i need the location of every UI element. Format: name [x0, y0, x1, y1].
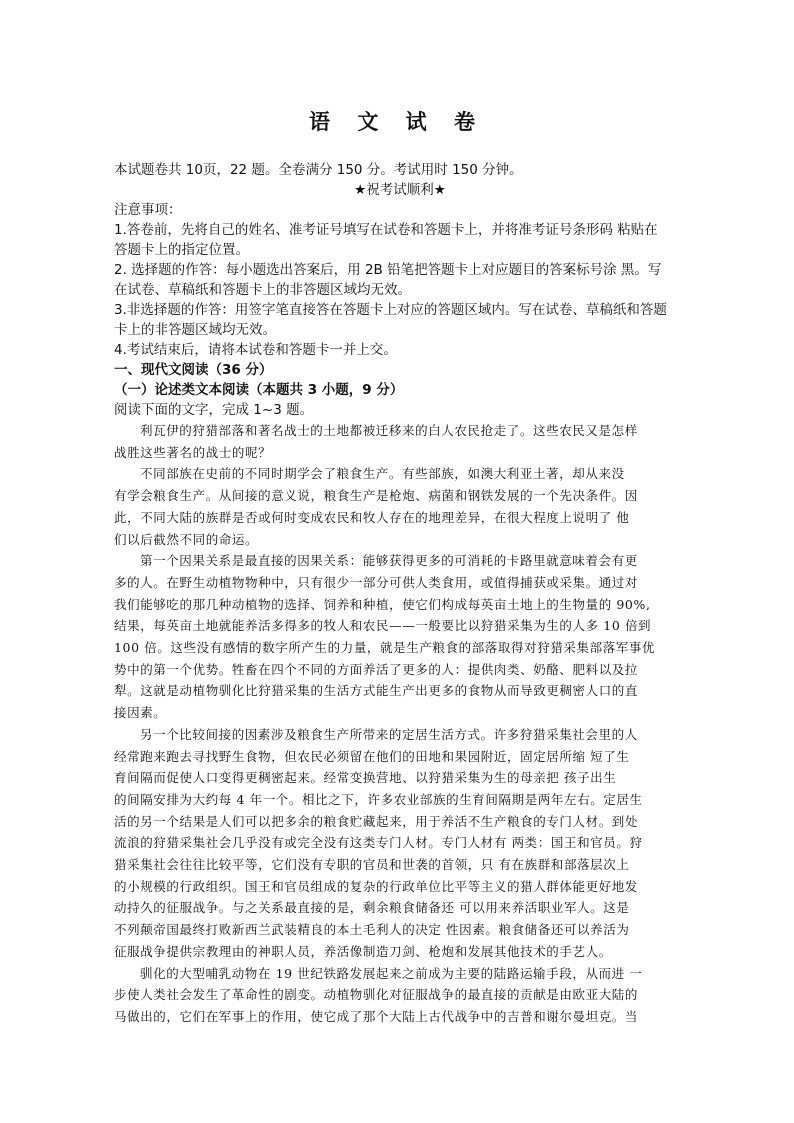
passage-line: 第一个因果关系是最直接的因果关系：能够获得更多的可消耗的卡路里就意味着会有更: [140, 553, 638, 569]
notice-line: 2. 选择题的作答：每小题选出答案后，用 2B 铅笔把答题卡上对应题目的答案标号涂 黑。写: [114, 262, 662, 278]
passage-line: 马做出的，它们在军事上的作用，使它成了那个大陆上古代战争中的吉普和谢尔曼坦克。当: [114, 1008, 639, 1024]
passage-line: 驯化的大型哺乳动物在 19 世纪铁路发展起来之前成为主要的陆路运输手段，从而进 一: [140, 965, 643, 981]
passage-line: 利瓦伊的狩猎部落和著名战士的土地都被迁移来的白人农民抢走了。这些农民又是怎样: [140, 423, 638, 438]
notice-line: 4.考试结束后，请将本试卷和答题卡一并上交。: [114, 342, 397, 358]
passage-line: 我们能够吃的那几种动植物的选择、饲养和种植，使它们构成每英亩土地上的生物量的 90%,: [114, 596, 651, 612]
passage-line: 不同部族在史前的不同时期学会了粮食生产。有些部族，如澳大利亚土著，却从来没: [140, 466, 625, 482]
notice-line: 3.非选择题的作答：用签字笔直接答在答题卡上对应的答题区域内。写在试卷、草稿纸和答题: [114, 302, 667, 318]
passage-line: 的小规模的行政组织。国王和官员组成的复杂的行政单位比平等主义的猎人群体能更好地发: [114, 878, 639, 894]
passage-line: 战胜这些著名的战士的呢？: [114, 444, 272, 460]
passage-line: 的间隔安排为大约每 4 年一个。相比之下，许多农业部族的生育间隔期是两年左右。定居生: [114, 791, 643, 807]
notice-line: 1.答卷前，先将自己的姓名、准考证号填写在试卷和答题卡上，并将准考证号条形码 粘贴在: [114, 222, 658, 238]
passage-line: 育间隔而促使人口变得更稠密起来。经常变换营地、以狩猎采集为生的母亲把 孩子出生: [114, 770, 617, 786]
passage-line: 多的人。在野生动植物物种中，只有很少一部分可供人类食用，或值得捕获或采集。通过对: [114, 574, 639, 590]
passage-line: 征服战争提供宗教理由的神职人员，养活像制造刀剑、枪炮和发展其他技术的手艺人。: [114, 943, 612, 959]
passage-line: 犁。这就是动植物驯化比狩猎采集的生活方式能生产出更多的食物从而导致更稠密人口的直: [114, 683, 639, 699]
passage-line: 步使人类社会发生了革命性的剧变。动植物驯化对征服战争的最直接的贡献是由欧亚大陆的: [114, 987, 639, 1003]
notice-line: 卡上的非答题区域均无效。: [114, 322, 276, 338]
passage-line: 结果，每英亩土地就能养活多得多的牧人和农民——一般要比以狩猎采集为生的人多 10 倍到: [114, 618, 652, 634]
good-luck-line: ★祝考试顺利★: [354, 182, 446, 198]
passage-line: 接因素。: [114, 705, 167, 721]
notice-line: 在试卷、草稿纸和答题卡上的非答题区域均无效。: [114, 282, 411, 298]
notice-heading: 注意事项：: [114, 202, 182, 218]
notice-line: 答题卡上的指定位置。: [114, 242, 249, 258]
passage-line: 不列颠帝国最终打败新西兰武装精良的本土毛利人的决定 性因素。粮食储备还可以养活为: [114, 922, 630, 938]
passage-line: 100 倍。这些没有感情的数字所产生的力量，就是生产粮食的部落取得对狩猎采集部落军事优: [114, 640, 656, 656]
exam-info: 本试题卷共 10页，22 题。全卷满分 150 分。考试用时 150 分钟。: [114, 162, 523, 178]
passage-line: 此，不同大陆的族群是否或何时变成农民和牧人存在的地理差异，在很大程度上说明了 他: [114, 509, 630, 525]
passage-line: 流浪的狩猎采集社会几乎没有或完全没有这类专门人材。专门人材有 两类：国王和官员。狩: [114, 835, 643, 851]
passage-line: 们以后截然不同的命运。: [114, 531, 259, 547]
section-heading: 一、现代文阅读（36 分）: [114, 362, 273, 378]
passage-line: 另一个比较间接的因素涉及粮食生产所带来的定居生活方式。许多狩猎采集社会里的人: [140, 726, 638, 742]
passage-line: 势中的第一个优势。牲畜在四个不同的方面养活了更多的人：提供肉类、奶酪、肥料以及拉: [114, 661, 639, 677]
passage-line: 动持久的征服战争。与之关系最直接的是，剩余粮食储备还 可以用来养活职业军人。这是: [114, 900, 630, 916]
reading-instruction: 阅读下面的文字，完成 1~3 题。: [114, 402, 314, 418]
passage-line: 猎采集社会往往比较平等，它们没有专职的官员和世袭的首领，只 有在族群和部落层次上: [114, 857, 630, 873]
passage-line: 有学会粮食生产。从间接的意义说，粮食生产是枪炮、病菌和钢铁发展的一个先决条件。因: [114, 488, 639, 504]
subsection-heading: （一）论述类文本阅读（本题共 3 小题，9 分）: [114, 382, 404, 398]
page-title: 语 文 试 卷: [309, 109, 485, 134]
passage-line: 经常跑来跑去寻找野生食物，但农民必须留在他们的田地和果园附近，固定居所缩 短了生: [114, 748, 630, 764]
content-area: [114, 160, 686, 1028]
passage-line: 活的另一个结果是人们可以把多余的粮食贮藏起来，用于养活不生产粮食的专门人材。到处: [114, 813, 639, 829]
passage: [114, 420, 686, 1028]
